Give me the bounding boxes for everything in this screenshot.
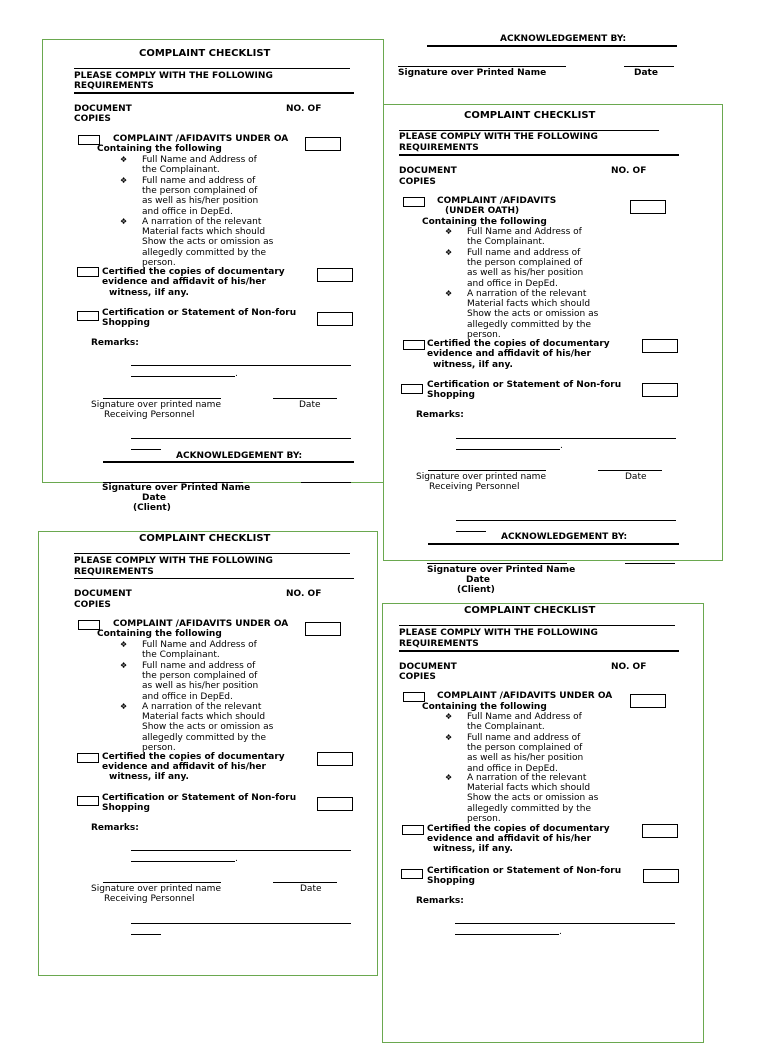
bullet-item: Full name and address of the person complained of as well as his/her position and office in DepEd.	[467, 733, 584, 774]
certified-copies-box[interactable]	[317, 268, 353, 282]
remarks-period: .	[235, 369, 238, 379]
remarks-line	[131, 376, 235, 377]
comply-heading-2: REQUIREMENTS	[399, 639, 479, 649]
bullet-icon: ❖	[445, 773, 453, 782]
comply-heading: PLEASE COMPLY WITH THE FOLLOWING	[399, 628, 598, 638]
certified-label: Certified the copies of documentary	[102, 267, 285, 277]
signature-line	[456, 531, 486, 532]
client-date-label: Date	[142, 493, 166, 503]
document-label: DOCUMENT	[399, 662, 457, 672]
comply-heading: PLEASE COMPLY WITH THE FOLLOWING	[74, 71, 273, 81]
complaint-checklist-form-2	[383, 104, 723, 561]
certified-label-2: evidence and affidavit of his/her	[102, 762, 266, 772]
certification-label: Certification or Statement of Non-foru	[102, 308, 297, 318]
no-of-label: NO. OF	[611, 166, 647, 176]
no-of-label: NO. OF	[286, 589, 322, 599]
date-line	[273, 398, 337, 399]
client-label: (Client)	[457, 585, 495, 595]
certification-label: Certification or Statement of Non-foru	[102, 793, 297, 803]
divider	[428, 543, 679, 545]
form-title: COMPLAINT CHECKLIST	[464, 605, 596, 616]
certification-checkbox[interactable]	[401, 869, 423, 879]
copies-label: COPIES	[74, 600, 111, 610]
signature-line	[131, 934, 161, 935]
certification-copies-box[interactable]	[643, 869, 679, 883]
form-title: COMPLAINT CHECKLIST	[139, 48, 271, 59]
bullet-item: A narration of the relevant Material facts which should Show the acts or omission as allegedly committed by the person.	[467, 289, 599, 340]
complaint-item-label: COMPLAINT /AFIDAVITS	[437, 196, 557, 206]
receiving-personnel-label: Receiving Personnel	[104, 410, 195, 420]
date-line	[598, 470, 662, 471]
certification-copies-box[interactable]	[642, 383, 678, 397]
copies-label: COPIES	[399, 177, 436, 187]
bullet-icon: ❖	[120, 661, 128, 670]
certified-label-3: witness, iIf any.	[433, 360, 513, 370]
copies-label: COPIES	[399, 672, 436, 682]
copies-label: COPIES	[74, 114, 111, 124]
certified-copies-box[interactable]	[317, 752, 353, 766]
client-date-line	[625, 563, 675, 564]
complaint-item-label-2: (UNDER OATH)	[445, 206, 520, 216]
containing-label: Containing the following	[422, 217, 547, 227]
remarks-label: Remarks:	[91, 338, 139, 348]
complaint-item-label: COMPLAINT /AFIDAVITS UNDER OA	[113, 619, 289, 629]
remarks-period: .	[560, 441, 563, 451]
bullet-item: Full Name and Address of the Complainant.	[142, 640, 257, 661]
remarks-line	[456, 449, 560, 450]
bullet-item: A narration of the relevant Material facts which should Show the acts or omission as allegedly committed by the person.	[142, 702, 274, 753]
remarks-line	[131, 365, 351, 366]
certification-checkbox[interactable]	[77, 311, 99, 321]
divider	[74, 553, 350, 554]
containing-label: Containing the following	[97, 144, 222, 154]
signature-line	[428, 470, 546, 471]
divider	[399, 650, 679, 652]
form-title: COMPLAINT CHECKLIST	[464, 110, 596, 121]
acknowledgement-heading: ACKNOWLEDGEMENT BY:	[501, 532, 628, 542]
divider	[427, 45, 677, 47]
complaint-item-label: COMPLAINT /AFIDAVITS UNDER OA	[113, 134, 289, 144]
divider	[399, 154, 679, 156]
client-label: (Client)	[133, 503, 171, 513]
bullet-icon: ❖	[120, 702, 128, 711]
certification-copies-box[interactable]	[317, 797, 353, 811]
comply-heading-2: REQUIREMENTS	[74, 567, 154, 577]
certification-label-2: Shopping	[427, 390, 475, 400]
certified-label: Certified the copies of documentary	[427, 339, 610, 349]
date-label: Date	[299, 400, 321, 410]
signature-label: Signature over Printed Name	[398, 68, 547, 78]
client-signature-label: Signature over Printed Name	[102, 483, 251, 493]
client-date-line	[301, 482, 351, 483]
certification-label-2: Shopping	[102, 318, 150, 328]
certification-copies-box[interactable]	[317, 312, 353, 326]
certification-label-2: Shopping	[102, 803, 150, 813]
certification-label-2: Shopping	[427, 876, 475, 886]
date-line	[273, 882, 337, 883]
signature-label: Signature over printed name	[91, 884, 221, 894]
certified-label-3: witness, iIf any.	[433, 844, 513, 854]
signature-label: Signature over printed name	[416, 472, 546, 482]
receiving-personnel-label: Receiving Personnel	[104, 894, 195, 904]
client-date-label: Date	[466, 575, 490, 585]
date-line	[624, 66, 674, 67]
signature-line	[131, 449, 161, 450]
comply-heading-2: REQUIREMENTS	[399, 143, 479, 153]
complaint-copies-box[interactable]	[630, 694, 666, 708]
remarks-line	[455, 934, 559, 935]
remarks-label: Remarks:	[91, 823, 139, 833]
remarks-line	[131, 850, 351, 851]
bullet-icon: ❖	[120, 155, 128, 164]
remarks-line	[131, 861, 235, 862]
comply-heading-2: REQUIREMENTS	[74, 81, 154, 91]
complaint-copies-box[interactable]	[305, 622, 341, 636]
certification-label: Certification or Statement of Non-foru	[427, 866, 622, 876]
remarks-line	[455, 923, 675, 924]
remarks-period: .	[559, 927, 562, 937]
certification-label: Certification or Statement of Non-foru	[427, 380, 622, 390]
certified-label: Certified the copies of documentary	[427, 824, 610, 834]
client-signature-label: Signature over Printed Name	[427, 565, 576, 575]
complaint-checkbox[interactable]	[403, 692, 425, 702]
bullet-icon: ❖	[445, 712, 453, 721]
bullet-item: A narration of the relevant Material facts which should Show the acts or omission as allegedly committed by the person.	[467, 773, 599, 824]
certified-checkbox[interactable]	[403, 340, 425, 350]
bullet-item: Full name and address of the person complained of as well as his/her position and office in DepEd.	[142, 176, 259, 217]
date-label: Date	[634, 68, 658, 78]
bullet-item: Full name and address of the person complained of as well as his/her position and office in DepEd.	[467, 248, 584, 289]
certified-label-2: evidence and affidavit of his/her	[427, 834, 591, 844]
comply-heading: PLEASE COMPLY WITH THE FOLLOWING	[399, 132, 598, 142]
client-signature-line	[427, 563, 567, 564]
divider	[74, 578, 354, 579]
complaint-item-label: COMPLAINT /AFIDAVITS UNDER OA	[437, 691, 613, 701]
divider	[399, 130, 659, 131]
bullet-icon: ❖	[445, 289, 453, 298]
signature-label: Signature over printed name	[91, 400, 221, 410]
certification-checkbox[interactable]	[77, 796, 99, 806]
complaint-copies-box[interactable]	[630, 200, 666, 214]
remarks-line	[456, 438, 676, 439]
divider	[399, 625, 675, 626]
bullet-icon: ❖	[120, 217, 128, 226]
certified-checkbox[interactable]	[77, 267, 99, 277]
certified-label: Certified the copies of documentary	[102, 752, 285, 762]
certified-copies-box[interactable]	[642, 339, 678, 353]
bullet-icon: ❖	[120, 640, 128, 649]
certification-checkbox[interactable]	[401, 384, 423, 394]
date-label: Date	[300, 884, 322, 894]
divider	[103, 461, 354, 463]
complaint-copies-box[interactable]	[305, 137, 341, 151]
remarks-label: Remarks:	[416, 896, 464, 906]
containing-label: Containing the following	[97, 629, 222, 639]
divider	[74, 68, 350, 69]
bullet-item: Full Name and Address of the Complainant.	[142, 155, 257, 176]
no-of-label: NO. OF	[611, 662, 647, 672]
bullet-icon: ❖	[445, 248, 453, 257]
certified-label-2: evidence and affidavit of his/her	[427, 349, 591, 359]
certified-label-2: evidence and affidavit of his/her	[102, 277, 266, 287]
remarks-period: .	[235, 854, 238, 864]
signature-line	[456, 520, 676, 521]
comply-heading: PLEASE COMPLY WITH THE FOLLOWING	[74, 556, 273, 566]
complaint-checklist-form-1	[42, 39, 384, 483]
no-of-label: NO. OF	[286, 104, 322, 114]
bullet-item: Full name and address of the person complained of as well as his/her position and office in DepEd.	[142, 661, 259, 702]
bullet-item: Full Name and Address of the Complainant.	[467, 227, 582, 248]
bullet-icon: ❖	[445, 227, 453, 236]
document-label: DOCUMENT	[74, 104, 132, 114]
acknowledgement-heading: ACKNOWLEDGEMENT BY:	[500, 34, 627, 44]
bullet-item: Full Name and Address of the Complainant.	[467, 712, 582, 733]
complaint-checklist-form-4	[382, 603, 704, 1043]
signature-line	[131, 438, 351, 439]
certified-label-3: witness, iIf any.	[109, 288, 189, 298]
complaint-checklist-form-3	[38, 531, 378, 976]
certified-checkbox[interactable]	[402, 825, 424, 835]
divider	[74, 92, 354, 94]
signature-line	[398, 66, 566, 67]
remarks-label: Remarks:	[416, 410, 464, 420]
signature-line	[103, 398, 221, 399]
bullet-icon: ❖	[120, 176, 128, 185]
certified-label-3: witness, iIf any.	[109, 772, 189, 782]
document-label: DOCUMENT	[399, 166, 457, 176]
document-label: DOCUMENT	[74, 589, 132, 599]
certified-checkbox[interactable]	[77, 753, 99, 763]
signature-line	[103, 882, 221, 883]
receiving-personnel-label: Receiving Personnel	[429, 482, 520, 492]
bullet-item: A narration of the relevant Material facts which should Show the acts or omission as allegedly committed by the person.	[142, 217, 274, 268]
acknowledgement-heading: ACKNOWLEDGEMENT BY:	[176, 451, 303, 461]
date-label: Date	[625, 472, 647, 482]
bullet-icon: ❖	[445, 733, 453, 742]
containing-label: Containing the following	[422, 702, 547, 712]
signature-line	[131, 923, 351, 924]
complaint-checkbox[interactable]	[403, 197, 425, 207]
form-title: COMPLAINT CHECKLIST	[139, 533, 271, 544]
certified-copies-box[interactable]	[642, 824, 678, 838]
